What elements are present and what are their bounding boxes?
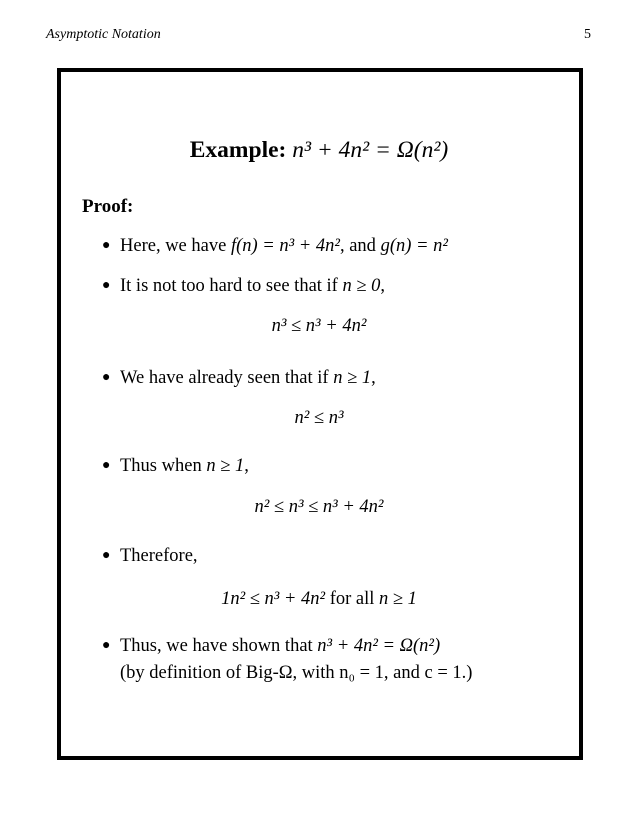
equation-1: n³ ≤ n³ + 4n² bbox=[271, 316, 367, 336]
bullet-math: n ≥ 1 bbox=[333, 368, 372, 388]
bullet-text: , and bbox=[339, 236, 381, 256]
bullet-3 bbox=[102, 368, 376, 389]
bullet-dot-icon: ● bbox=[102, 238, 111, 253]
bullet-text: We have already seen that if bbox=[120, 368, 334, 388]
bullet-text: , bbox=[244, 456, 249, 476]
bullet-text: Thus when bbox=[120, 456, 207, 476]
bullet-math: f(n) = n³ + 4n² bbox=[230, 236, 340, 256]
bullet-text: Thus, we have shown that bbox=[120, 636, 318, 656]
bullet-2 bbox=[102, 276, 385, 297]
equation-3: n² ≤ n³ ≤ n³ + 4n² bbox=[254, 497, 384, 517]
bullet-math: n ≥ 0 bbox=[342, 276, 381, 296]
bullet-math: n ≥ 1 bbox=[206, 456, 245, 476]
equation-4 bbox=[0, 589, 638, 610]
proof-label: Proof: bbox=[82, 196, 134, 217]
bullet-dot-icon: ● bbox=[102, 370, 111, 385]
title-label: Example: bbox=[189, 137, 287, 163]
equation-2: n² ≤ n³ bbox=[294, 408, 344, 428]
bullet-math: n³ + 4n² = Ω(n²) bbox=[317, 636, 441, 656]
bullet-5 bbox=[102, 546, 198, 567]
bullet-dot-icon: ● bbox=[102, 548, 111, 563]
bullet-text: It is not too hard to see that if bbox=[120, 276, 343, 296]
title-math: n³ + 4n² = Ω(n²) bbox=[292, 137, 449, 163]
slide-title bbox=[0, 137, 638, 164]
bullet-4 bbox=[102, 456, 249, 477]
bullet-text: Therefore, bbox=[120, 546, 198, 566]
equation-math: n ≥ 1 bbox=[379, 589, 417, 609]
bullet-text: , bbox=[371, 368, 376, 388]
bullet-math: g(n) = n² bbox=[380, 236, 448, 256]
equation-text: for all bbox=[325, 589, 380, 609]
bullet-1 bbox=[102, 236, 448, 257]
bullet-dot-icon: ● bbox=[102, 278, 111, 293]
bullet-dot-icon: ● bbox=[102, 458, 111, 473]
running-header-title: Asymptotic Notation bbox=[46, 27, 161, 42]
bullet-6 bbox=[102, 636, 440, 657]
equation-math: 1n² ≤ n³ + 4n² bbox=[221, 589, 326, 609]
bullet-6-continuation: (by definition of Big-Ω, with n₀ = 1, and c = 1.) bbox=[120, 663, 473, 683]
bullet-dot-icon: ● bbox=[102, 638, 111, 653]
bullet-text: , bbox=[380, 276, 386, 296]
page-number: 5 bbox=[584, 27, 591, 42]
bullet-text: Here, we have bbox=[120, 236, 231, 256]
